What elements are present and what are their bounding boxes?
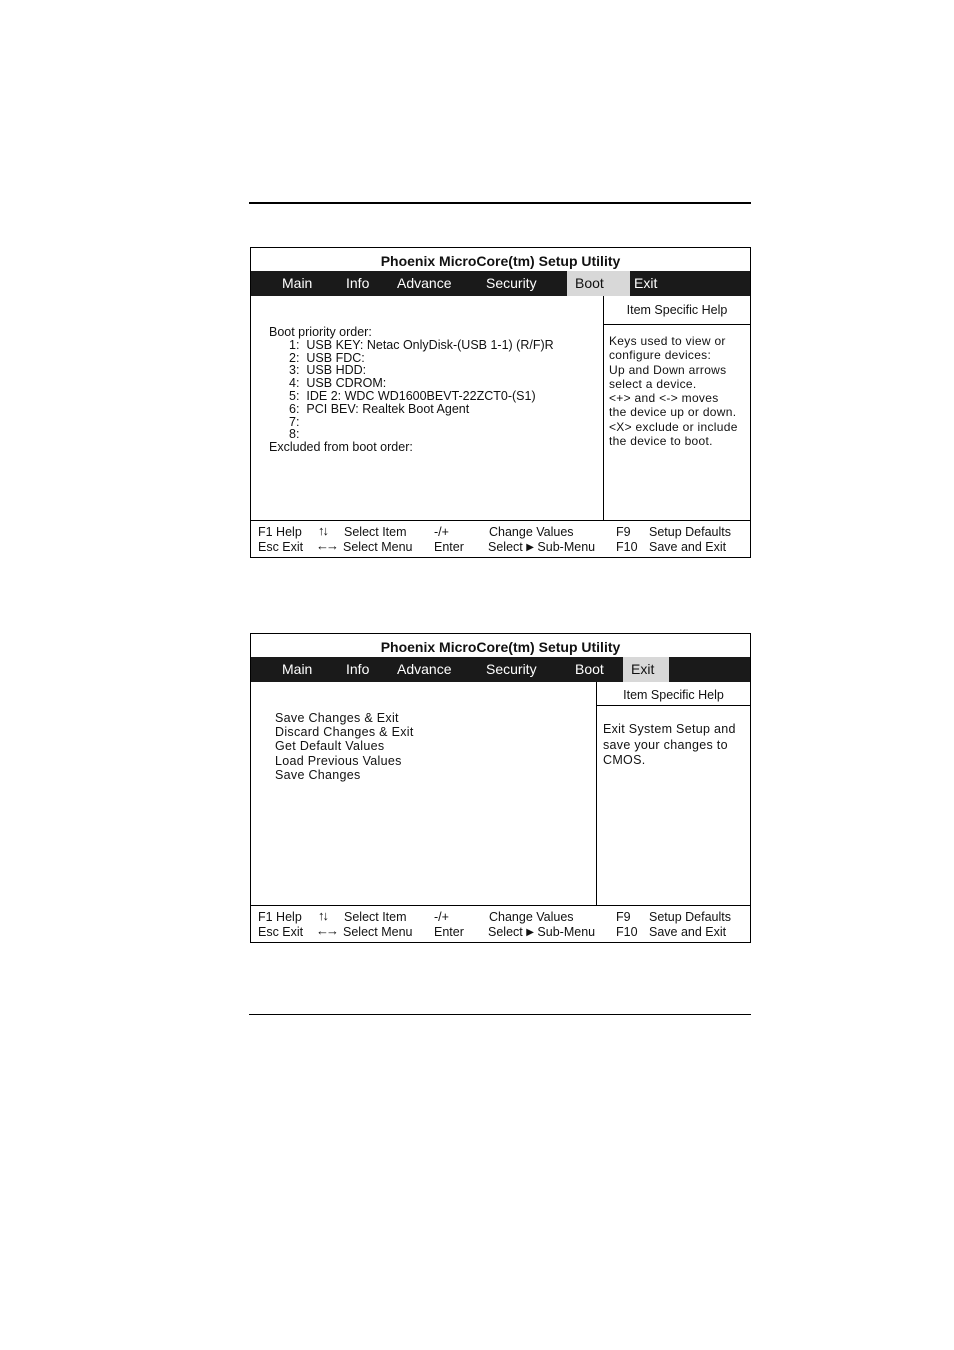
esc-exit-key: Esc Exit (258, 925, 304, 939)
menu-info[interactable]: Info (346, 661, 370, 677)
utility-title: Phoenix MicroCore(tm) Setup Utility (380, 253, 621, 269)
select-item-label: Select Item (344, 525, 407, 539)
utility-title: Phoenix MicroCore(tm) Setup Utility (380, 639, 621, 655)
menu-boot[interactable]: Boot (567, 271, 630, 296)
f1-help-key: F1 Help (258, 910, 302, 924)
right-triangle-icon: ▶ (526, 927, 534, 938)
select-menu-label: Select Menu (343, 925, 413, 939)
setup-defaults-label: Setup Defaults (649, 525, 731, 539)
body-area (251, 682, 750, 906)
save-changes-exit-option[interactable]: Save Changes & Exit (275, 711, 399, 725)
load-previous-values-option[interactable]: Load Previous Values (275, 753, 402, 768)
up-down-arrows-icon: ↑↓ (318, 908, 327, 923)
right-triangle-icon: ▶ (526, 542, 534, 553)
boot-priority-header: Boot priority order: (269, 325, 372, 339)
menu-security[interactable]: Security (486, 275, 537, 291)
enter-key: Enter (434, 540, 464, 554)
key-legend (251, 521, 750, 557)
menu-advance[interactable]: Advance (397, 275, 452, 291)
save-exit-label: Save and Exit (649, 540, 727, 554)
esc-exit-key: Esc Exit (258, 540, 304, 554)
menu-info[interactable]: Info (346, 275, 370, 291)
help-title: Item Specific Help (604, 296, 750, 325)
up-down-arrows-icon: ↑↓ (318, 523, 327, 538)
bottom-rule (249, 1014, 751, 1015)
body-area (251, 296, 750, 521)
menu-exit[interactable]: Exit (634, 275, 658, 291)
boot-item[interactable]: 5: IDE 2: WDC WD1600BEVT-22ZCT0-(S1) (289, 388, 536, 403)
setup-defaults-label: Setup Defaults (649, 910, 731, 924)
select-submenu-label: Select ▶ Sub-Menu (488, 925, 596, 939)
save-changes-option[interactable]: Save Changes (275, 767, 361, 782)
help-pane (596, 682, 750, 905)
boot-item[interactable]: 7: (289, 414, 300, 429)
help-title: Item Specific Help (597, 682, 750, 706)
boot-item[interactable]: 8: (289, 427, 300, 442)
boot-item[interactable]: 4: USB CDROM: (289, 376, 387, 391)
f9-key: F9 (616, 525, 631, 539)
excluded-header: Excluded from boot order: (269, 440, 413, 455)
menu-main[interactable]: Main (282, 275, 313, 291)
top-rule (249, 202, 751, 204)
help-pane (603, 296, 750, 520)
f1-help-key: F1 Help (258, 525, 302, 539)
minus-plus-key: -/+ (434, 910, 449, 924)
save-exit-label: Save and Exit (649, 925, 727, 939)
change-values-label: Change Values (489, 910, 574, 924)
boot-list (269, 326, 554, 454)
bios-screen-boot (250, 247, 751, 558)
boot-item[interactable]: 3: USB HDD: (289, 363, 367, 378)
bios-screen-exit (250, 633, 751, 943)
get-default-values-option[interactable]: Get Default Values (275, 739, 385, 754)
change-values-label: Change Values (489, 525, 574, 539)
select-item-label: Select Item (344, 910, 407, 924)
menu-boot[interactable]: Boot (575, 661, 604, 677)
help-text: Exit System Setup and save your changes to CMOS. (603, 722, 736, 767)
left-right-arrows-icon: ←→ (316, 538, 336, 553)
exit-options-list (275, 711, 414, 782)
f10-key: F10 (616, 540, 638, 554)
boot-item[interactable]: 6: PCI BEV: Realtek Boot Agent (289, 401, 470, 416)
discard-changes-exit-option[interactable]: Discard Changes & Exit (275, 725, 414, 740)
boot-item[interactable]: 2: USB FDC: (289, 350, 365, 365)
menu-main[interactable]: Main (282, 661, 313, 677)
help-text: Keys used to view or configure devices: Up and Down arrows select a device. <+> and <-> moves the device up or down. <X> exclude or include the device to boot. (609, 334, 738, 449)
menu-security[interactable]: Security (486, 661, 537, 677)
key-legend (251, 906, 750, 942)
select-submenu-label: Select ▶ Sub-Menu (488, 540, 596, 554)
minus-plus-key: -/+ (434, 525, 449, 539)
exit-options-pane (251, 682, 596, 905)
menu-advance[interactable]: Advance (397, 661, 452, 677)
menu-bar (251, 657, 750, 682)
boot-priority-pane (251, 296, 603, 520)
boot-item[interactable]: 1: USB KEY: Netac OnlyDisk-(USB 1-1) (R/F)R (289, 337, 554, 352)
f9-key: F9 (616, 910, 631, 924)
left-right-arrows-icon: ←→ (316, 923, 336, 938)
menu-exit[interactable]: Exit (623, 657, 669, 682)
enter-key: Enter (434, 925, 464, 939)
f10-key: F10 (616, 925, 638, 939)
menu-bar (251, 271, 750, 296)
select-menu-label: Select Menu (343, 540, 413, 554)
